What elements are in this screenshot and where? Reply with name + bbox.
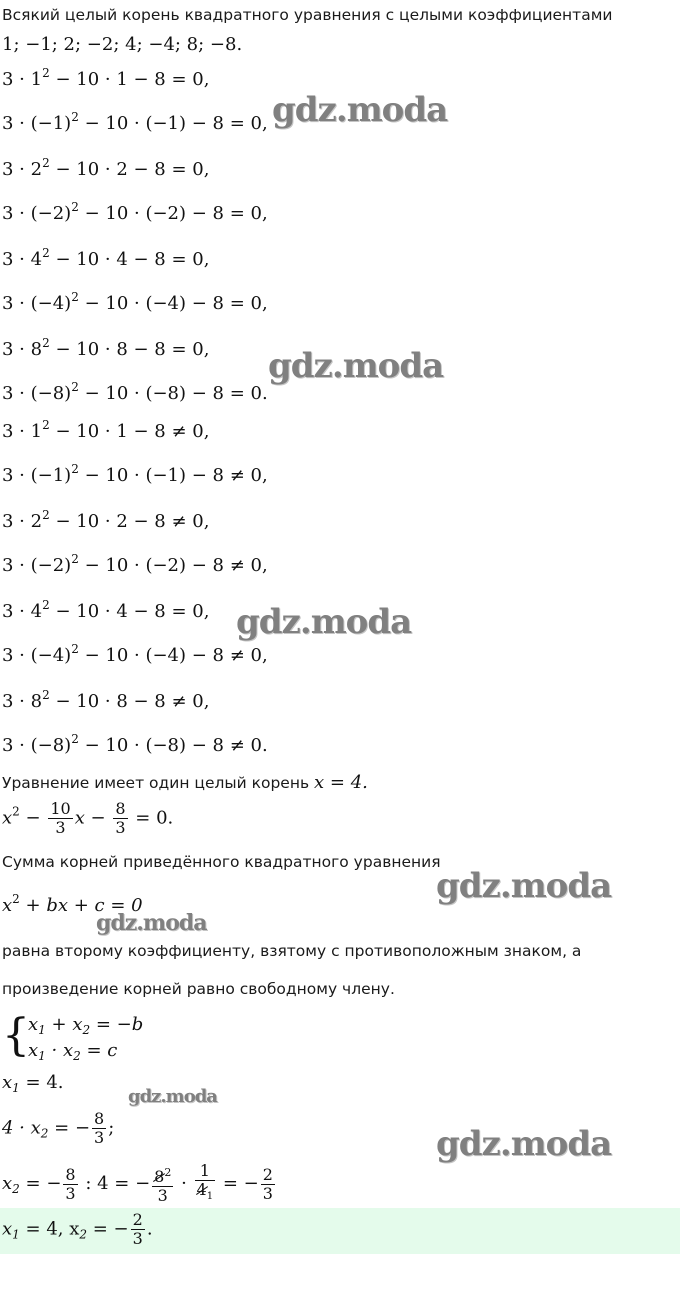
watermark-logo: gdz.moda xyxy=(436,1124,612,1164)
system-line-1: $x_1 + x_2 = -b$ xyxy=(28,1014,144,1037)
watermark-logo: gdz.moda xyxy=(236,602,412,642)
system-line-2: $x_1 \cdot x_2 = c$ xyxy=(28,1040,118,1063)
divisors-list: 1; −1; 2; −2; 4; −4; 8; −8. xyxy=(2,34,243,55)
watermark-logo: gdz.moda xyxy=(128,1086,217,1107)
x1-line: $x_1 = 4$. xyxy=(2,1072,64,1095)
check-line: $3 \cdot (-4)^2 - 10 \cdot (-4) - 8 = 0$, xyxy=(2,290,268,314)
check-line: $3 \cdot (-1)^2 - 10 \cdot (-1) - 8 \ne 0$, xyxy=(2,462,268,486)
check-line: $3 \cdot 1^2 - 10 \cdot 1 - 8 = 0$, xyxy=(2,66,210,90)
vieta-equation: $x^2$ + bx + c = 0 xyxy=(2,892,143,916)
check-line: $3 \cdot (-2)^2 - 10 \cdot (-2) - 8 = 0$, xyxy=(2,200,268,224)
check-line: $3 \cdot 2^2 - 10 \cdot 2 - 8 \ne 0$, xyxy=(2,508,210,532)
watermark-logo: gdz.moda xyxy=(436,866,612,906)
check-line: $3 \cdot 2^2 - 10 \cdot 2 - 8 = 0$, xyxy=(2,156,210,180)
check-line: $3 \cdot (-4)^2 - 10 \cdot (-4) - 8 \ne 0$, xyxy=(2,642,268,666)
check-line: $3 \cdot 4^2 - 10 \cdot 4 - 8 = 0$, xyxy=(2,246,210,270)
intro-text: Всякий целый корень квадратного уравнения с целыми коэффициентами xyxy=(2,6,613,24)
check-line: $3 \cdot (-1)^2 - 10 \cdot (-1) - 8 = 0$, xyxy=(2,110,268,134)
check-line: $3 \cdot 1^2 - 10 \cdot 1 - 8 \ne 0$, xyxy=(2,418,210,442)
system-brace: { xyxy=(2,1010,30,1061)
check-line: $3 \cdot 8^2 - 10 \cdot 8 - 8 \ne 0$, xyxy=(2,688,210,712)
vieta-text-1: Сумма корней приведённого квадратного уравнения xyxy=(2,853,441,871)
vieta-text-3: произведение корней равно свободному члену. xyxy=(2,980,395,998)
answer-line: $x_1 = 4$, $x_2$ = − $\frac{2}{3}$ . xyxy=(2,1210,153,1248)
watermark-logo: gdz.moda xyxy=(268,346,444,386)
watermark-logo: gdz.moda xyxy=(96,910,207,936)
product-line: $4 \cdot x_2$ = − $\frac{8}{3}$ ; xyxy=(2,1109,115,1147)
reduced-equation: $x^2$ − $\frac{10}{3}$ x − $\frac{8}{3}$ = 0. xyxy=(2,799,174,837)
check-line: $3 \cdot (-8)^2 - 10 \cdot (-8) - 8 \ne 0$. xyxy=(2,732,268,756)
x2-calculation: $x_2$ = − $\frac{8}{3}$ : 4 = − $\frac{8^2}{3}$ · $\frac{1}{4_1}$ = − $\frac{2}{3}$ xyxy=(2,1161,273,1205)
check-line: $3 \cdot 4^2 - 10 \cdot 4 - 8 = 0$, xyxy=(2,598,210,622)
check-line: $3 \cdot 8^2 - 10 \cdot 8 - 8 = 0$, xyxy=(2,336,210,360)
vieta-text-2: равна второму коэффициенту, взятому с противоположным знаком, а xyxy=(2,942,582,960)
one-root-line: Уравнение имеет один целый корень x = 4. xyxy=(2,772,368,793)
check-line: $3 \cdot (-8)^2 - 10 \cdot (-8) - 8 = 0$. xyxy=(2,380,268,404)
watermark-logo: gdz.moda xyxy=(272,90,448,130)
check-line: $3 \cdot (-2)^2 - 10 \cdot (-2) - 8 \ne 0$, xyxy=(2,552,268,576)
